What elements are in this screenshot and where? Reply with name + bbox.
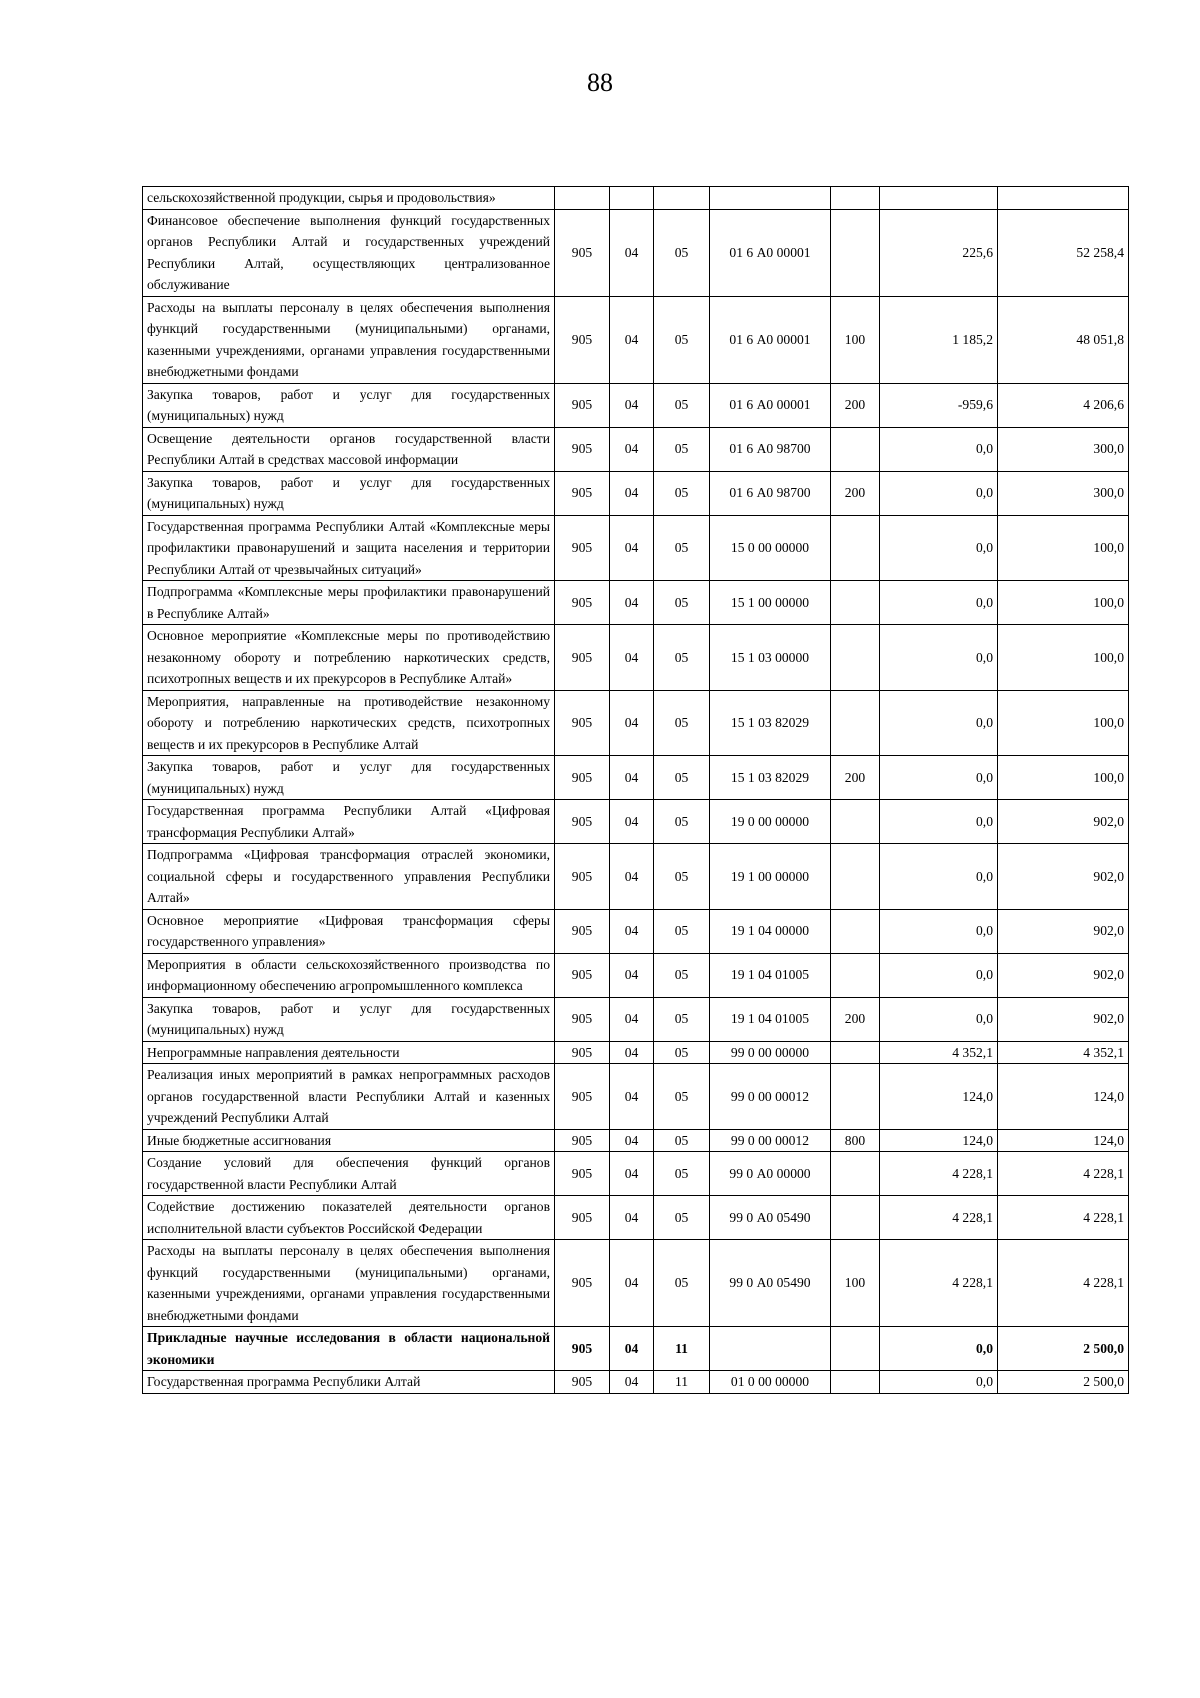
cell-total-amount: 4 228,1: [998, 1240, 1129, 1327]
cell-expense-type: 200: [831, 756, 880, 800]
cell-target-article: 15 0 00 00000: [710, 515, 831, 581]
cell-expense-type: [831, 800, 880, 844]
cell-expense-type: [831, 1041, 880, 1064]
table-row: [143, 1041, 1129, 1064]
cell-subsection: 05: [654, 800, 710, 844]
cell-target-article: 19 1 04 01005: [710, 953, 831, 997]
cell-subsection: 05: [654, 471, 710, 515]
cell-change-amount: 0,0: [880, 581, 998, 625]
cell-main-administrator: 905: [555, 1129, 610, 1152]
table-row: [143, 471, 1129, 515]
cell-main-administrator: 905: [555, 471, 610, 515]
cell-section: 04: [610, 1152, 654, 1196]
row-description: Расходы на выплаты персоналу в целях обеспечения выполнения функций государственными (муниципальными) органами, казенными учреждениями, органами управления государственными внебюджетными фондами: [143, 1240, 555, 1327]
cell-expense-type: [831, 209, 880, 296]
cell-main-administrator: 905: [555, 427, 610, 471]
cell-subsection: 05: [654, 1240, 710, 1327]
cell-expense-type: 100: [831, 296, 880, 383]
cell-section: 04: [610, 1129, 654, 1152]
cell-expense-type: 100: [831, 1240, 880, 1327]
cell-target-article: 19 1 00 00000: [710, 844, 831, 910]
cell-main-administrator: 905: [555, 997, 610, 1041]
cell-change-amount: 0,0: [880, 756, 998, 800]
table-row: [143, 909, 1129, 953]
cell-subsection: 05: [654, 1152, 710, 1196]
cell-subsection: 05: [654, 1064, 710, 1130]
cell-total-amount: 902,0: [998, 953, 1129, 997]
table-row: [143, 1152, 1129, 1196]
table-row: [143, 1240, 1129, 1327]
cell-total-amount: 902,0: [998, 844, 1129, 910]
row-description: Государственная программа Республики Алтай: [143, 1371, 555, 1394]
cell-target-article: 99 0 00 00012: [710, 1129, 831, 1152]
cell-expense-type: [831, 909, 880, 953]
table-row: [143, 800, 1129, 844]
cell-total-amount: 902,0: [998, 997, 1129, 1041]
cell-change-amount: 124,0: [880, 1064, 998, 1130]
cell-change-amount: 4 228,1: [880, 1240, 998, 1327]
table-row: [143, 1196, 1129, 1240]
row-description: Освещение деятельности органов государственной власти Республики Алтай в средствах массовой информации: [143, 427, 555, 471]
table-row: [143, 690, 1129, 756]
cell-change-amount: 4 352,1: [880, 1041, 998, 1064]
cell-change-amount: 0,0: [880, 997, 998, 1041]
row-description: Закупка товаров, работ и услуг для государственных (муниципальных) нужд: [143, 471, 555, 515]
cell-target-article: 15 1 03 00000: [710, 625, 831, 691]
cell-change-amount: 0,0: [880, 471, 998, 515]
cell-expense-type: [831, 690, 880, 756]
cell-target-article: 01 6 А0 00001: [710, 383, 831, 427]
cell-main-administrator: 905: [555, 296, 610, 383]
cell-target-article: 19 1 04 01005: [710, 997, 831, 1041]
cell-target-article: 01 0 00 00000: [710, 1371, 831, 1394]
cell-expense-type: [831, 625, 880, 691]
cell-target-article: [710, 187, 831, 210]
cell-subsection: 05: [654, 625, 710, 691]
cell-subsection: 05: [654, 1041, 710, 1064]
cell-change-amount: 0,0: [880, 625, 998, 691]
cell-total-amount: 902,0: [998, 800, 1129, 844]
cell-expense-type: 200: [831, 997, 880, 1041]
row-description: Содействие достижению показателей деятельности органов исполнительной власти субъектов Российской Федерации: [143, 1196, 555, 1240]
cell-section: [610, 187, 654, 210]
cell-change-amount: 0,0: [880, 427, 998, 471]
cell-target-article: [710, 1327, 831, 1371]
cell-change-amount: 0,0: [880, 909, 998, 953]
cell-target-article: 99 0 А0 05490: [710, 1240, 831, 1327]
budget-table: [142, 186, 1129, 1394]
cell-total-amount: 52 258,4: [998, 209, 1129, 296]
cell-subsection: 05: [654, 515, 710, 581]
cell-expense-type: 200: [831, 471, 880, 515]
cell-expense-type: [831, 953, 880, 997]
cell-target-article: 01 6 А0 00001: [710, 209, 831, 296]
cell-target-article: 19 1 04 00000: [710, 909, 831, 953]
row-description: Закупка товаров, работ и услуг для государственных (муниципальных) нужд: [143, 383, 555, 427]
cell-target-article: 19 0 00 00000: [710, 800, 831, 844]
cell-section: 04: [610, 383, 654, 427]
cell-total-amount: 4 228,1: [998, 1196, 1129, 1240]
cell-subsection: [654, 187, 710, 210]
row-description: Основное мероприятие «Комплексные меры по противодействию незаконному обороту и потреблению наркотических средств, психотропных веществ и их прекурсоров в Республике Алтай»: [143, 625, 555, 691]
cell-expense-type: 200: [831, 383, 880, 427]
cell-change-amount: 0,0: [880, 844, 998, 910]
cell-change-amount: 0,0: [880, 953, 998, 997]
cell-total-amount: 124,0: [998, 1129, 1129, 1152]
cell-main-administrator: 905: [555, 1327, 610, 1371]
cell-section: 04: [610, 953, 654, 997]
cell-section: 04: [610, 690, 654, 756]
table-row: [143, 1327, 1129, 1371]
cell-section: 04: [610, 581, 654, 625]
cell-total-amount: [998, 187, 1129, 210]
cell-section: 04: [610, 1327, 654, 1371]
cell-main-administrator: 905: [555, 1196, 610, 1240]
cell-section: 04: [610, 1371, 654, 1394]
table-row: [143, 997, 1129, 1041]
cell-change-amount: -959,6: [880, 383, 998, 427]
row-description: сельскохозяйственной продукции, сырья и продовольствия»: [143, 187, 555, 210]
cell-subsection: 05: [654, 1196, 710, 1240]
cell-target-article: 01 6 А0 98700: [710, 471, 831, 515]
cell-subsection: 05: [654, 953, 710, 997]
cell-total-amount: 300,0: [998, 427, 1129, 471]
cell-section: 04: [610, 625, 654, 691]
cell-change-amount: 4 228,1: [880, 1196, 998, 1240]
cell-expense-type: [831, 1152, 880, 1196]
table-row: [143, 209, 1129, 296]
cell-section: 04: [610, 844, 654, 910]
cell-subsection: 05: [654, 756, 710, 800]
table-row: [143, 1371, 1129, 1394]
cell-total-amount: 4 206,6: [998, 383, 1129, 427]
cell-subsection: 11: [654, 1371, 710, 1394]
cell-main-administrator: 905: [555, 1064, 610, 1130]
table-row: [143, 296, 1129, 383]
row-description: Финансовое обеспечение выполнения функций государственных органов Республики Алтай и государственных учреждений Республики Алтай, осуществляющих централизованное обслуживание: [143, 209, 555, 296]
cell-subsection: 05: [654, 1129, 710, 1152]
cell-subsection: 05: [654, 581, 710, 625]
cell-expense-type: [831, 515, 880, 581]
cell-subsection: 05: [654, 383, 710, 427]
cell-expense-type: [831, 427, 880, 471]
row-description: Мероприятия, направленные на противодействие незаконному обороту и потреблению наркотических средств, психотропных веществ и их прекурсоров в Республике Алтай: [143, 690, 555, 756]
table-row: [143, 625, 1129, 691]
cell-main-administrator: 905: [555, 1152, 610, 1196]
row-description: Подпрограмма «Комплексные меры профилактики правонарушений в Республике Алтай»: [143, 581, 555, 625]
row-description: Закупка товаров, работ и услуг для государственных (муниципальных) нужд: [143, 997, 555, 1041]
row-description: Подпрограмма «Цифровая трансформация отраслей экономики, социальной сферы и государственного управления Республики Алтай»: [143, 844, 555, 910]
cell-subsection: 05: [654, 296, 710, 383]
cell-section: 04: [610, 296, 654, 383]
cell-section: 04: [610, 909, 654, 953]
cell-main-administrator: 905: [555, 383, 610, 427]
cell-main-administrator: 905: [555, 1371, 610, 1394]
cell-total-amount: 100,0: [998, 690, 1129, 756]
cell-main-administrator: 905: [555, 515, 610, 581]
cell-main-administrator: [555, 187, 610, 210]
cell-total-amount: 100,0: [998, 581, 1129, 625]
row-description: Иные бюджетные ассигнования: [143, 1129, 555, 1152]
cell-change-amount: 0,0: [880, 1371, 998, 1394]
row-description: Мероприятия в области сельскохозяйственного производства по информационному обеспечению агропромышленного комплекса: [143, 953, 555, 997]
cell-total-amount: 124,0: [998, 1064, 1129, 1130]
cell-target-article: 99 0 А0 05490: [710, 1196, 831, 1240]
cell-section: 04: [610, 1196, 654, 1240]
cell-change-amount: 0,0: [880, 1327, 998, 1371]
cell-section: 04: [610, 756, 654, 800]
cell-main-administrator: 905: [555, 909, 610, 953]
cell-change-amount: [880, 187, 998, 210]
cell-section: 04: [610, 427, 654, 471]
cell-subsection: 05: [654, 844, 710, 910]
cell-target-article: 99 0 00 00012: [710, 1064, 831, 1130]
cell-section: 04: [610, 800, 654, 844]
cell-subsection: 05: [654, 997, 710, 1041]
table-row: [143, 1064, 1129, 1130]
cell-total-amount: 2 500,0: [998, 1327, 1129, 1371]
table-row: [143, 1129, 1129, 1152]
cell-total-amount: 4 228,1: [998, 1152, 1129, 1196]
cell-expense-type: [831, 187, 880, 210]
cell-main-administrator: 905: [555, 625, 610, 691]
cell-change-amount: 0,0: [880, 690, 998, 756]
cell-change-amount: 0,0: [880, 515, 998, 581]
cell-change-amount: 0,0: [880, 800, 998, 844]
cell-section: 04: [610, 1064, 654, 1130]
cell-target-article: 01 6 А0 00001: [710, 296, 831, 383]
table-row: [143, 756, 1129, 800]
cell-total-amount: 100,0: [998, 625, 1129, 691]
cell-expense-type: 800: [831, 1129, 880, 1152]
cell-target-article: 15 1 03 82029: [710, 690, 831, 756]
table-row: [143, 427, 1129, 471]
row-description: Прикладные научные исследования в области национальной экономики: [143, 1327, 555, 1371]
table-row: [143, 383, 1129, 427]
row-description: Непрограммные направления деятельности: [143, 1041, 555, 1064]
table-row: [143, 187, 1129, 210]
cell-change-amount: 1 185,2: [880, 296, 998, 383]
row-description: Расходы на выплаты персоналу в целях обеспечения выполнения функций государственными (муниципальными) органами, казенными учреждениями, органами управления государственными внебюджетными фондами: [143, 296, 555, 383]
cell-section: 04: [610, 209, 654, 296]
cell-target-article: 99 0 00 00000: [710, 1041, 831, 1064]
table-row: [143, 581, 1129, 625]
cell-target-article: 01 6 А0 98700: [710, 427, 831, 471]
cell-section: 04: [610, 1240, 654, 1327]
cell-total-amount: 100,0: [998, 515, 1129, 581]
cell-main-administrator: 905: [555, 209, 610, 296]
row-description: Основное мероприятие «Цифровая трансформация сферы государственного управления»: [143, 909, 555, 953]
cell-subsection: 05: [654, 209, 710, 296]
page-number: 88: [587, 68, 613, 97]
cell-total-amount: 2 500,0: [998, 1371, 1129, 1394]
cell-subsection: 05: [654, 690, 710, 756]
row-description: Создание условий для обеспечения функций органов государственной власти Республики Алтай: [143, 1152, 555, 1196]
row-description: Государственная программа Республики Алтай «Цифровая трансформация Республики Алтай»: [143, 800, 555, 844]
cell-total-amount: 48 051,8: [998, 296, 1129, 383]
table-row: [143, 953, 1129, 997]
cell-main-administrator: 905: [555, 800, 610, 844]
cell-main-administrator: 905: [555, 844, 610, 910]
cell-main-administrator: 905: [555, 756, 610, 800]
cell-change-amount: 124,0: [880, 1129, 998, 1152]
cell-change-amount: 225,6: [880, 209, 998, 296]
cell-target-article: 99 0 А0 00000: [710, 1152, 831, 1196]
table-row: [143, 844, 1129, 910]
cell-main-administrator: 905: [555, 1240, 610, 1327]
table-row: [143, 515, 1129, 581]
cell-expense-type: [831, 1064, 880, 1130]
cell-total-amount: 100,0: [998, 756, 1129, 800]
cell-expense-type: [831, 1371, 880, 1394]
cell-main-administrator: 905: [555, 1041, 610, 1064]
table-body: [143, 187, 1129, 1394]
cell-section: 04: [610, 471, 654, 515]
cell-main-administrator: 905: [555, 690, 610, 756]
cell-main-administrator: 905: [555, 581, 610, 625]
cell-target-article: 15 1 03 82029: [710, 756, 831, 800]
cell-expense-type: [831, 581, 880, 625]
cell-expense-type: [831, 844, 880, 910]
row-description: Реализация иных мероприятий в рамках непрограммных расходов органов государственной власти Республики Алтай и казенных учреждений Республики Алтай: [143, 1064, 555, 1130]
cell-subsection: 11: [654, 1327, 710, 1371]
cell-change-amount: 4 228,1: [880, 1152, 998, 1196]
cell-subsection: 05: [654, 427, 710, 471]
cell-subsection: 05: [654, 909, 710, 953]
cell-total-amount: 300,0: [998, 471, 1129, 515]
cell-total-amount: 4 352,1: [998, 1041, 1129, 1064]
cell-main-administrator: 905: [555, 953, 610, 997]
cell-target-article: 15 1 00 00000: [710, 581, 831, 625]
cell-section: 04: [610, 515, 654, 581]
cell-total-amount: 902,0: [998, 909, 1129, 953]
row-description: Государственная программа Республики Алтай «Комплексные меры профилактики правонарушений и защита населения и территории Республики Алтай от чрезвычайных ситуаций»: [143, 515, 555, 581]
row-description: Закупка товаров, работ и услуг для государственных (муниципальных) нужд: [143, 756, 555, 800]
cell-expense-type: [831, 1327, 880, 1371]
cell-expense-type: [831, 1196, 880, 1240]
cell-section: 04: [610, 1041, 654, 1064]
cell-section: 04: [610, 997, 654, 1041]
